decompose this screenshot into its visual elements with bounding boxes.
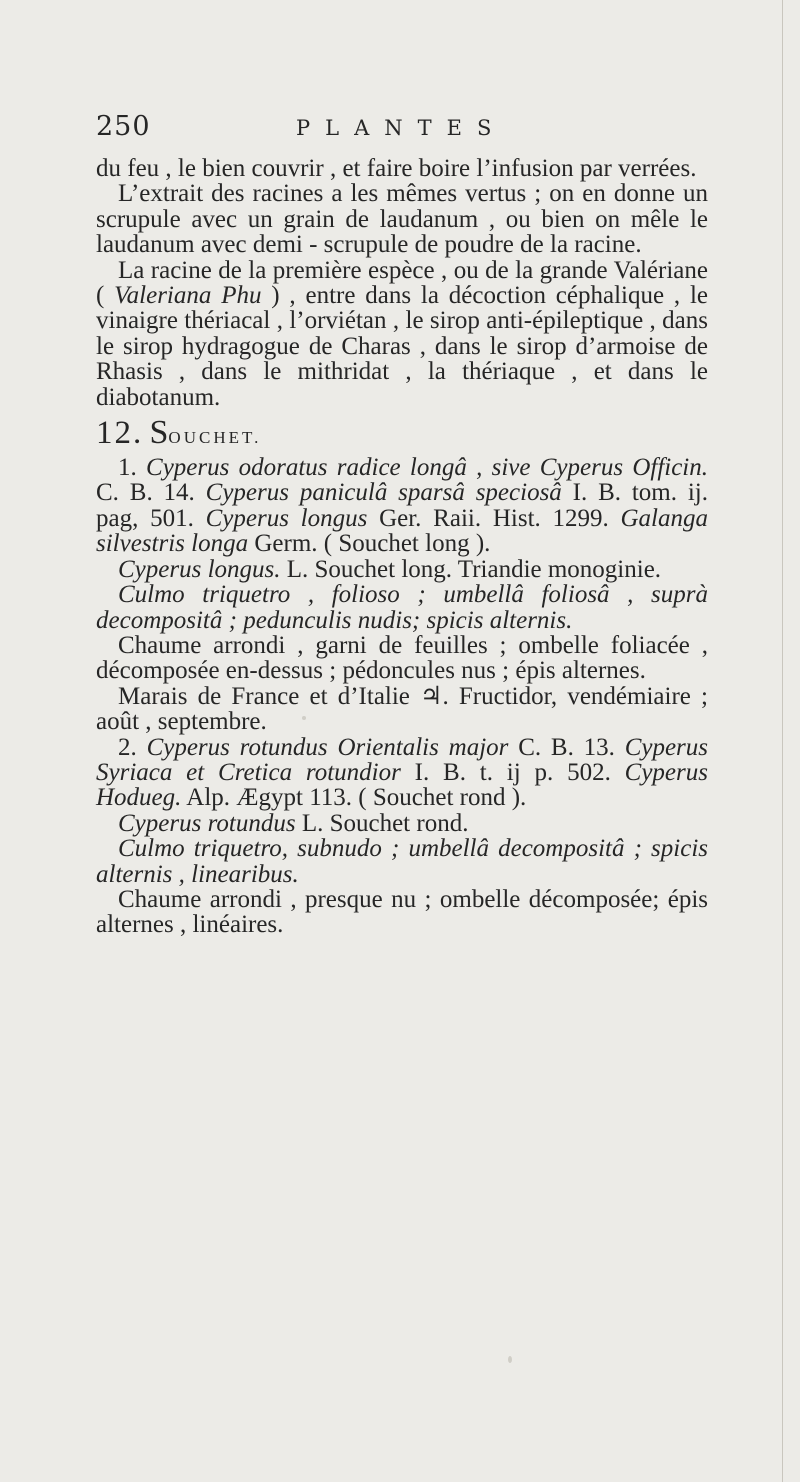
- paragraph-continuation: du feu , le bien couvrir , et faire boire l’infusion par verrées.: [96, 155, 697, 182]
- section-number: 12.: [96, 415, 144, 452]
- species-2-synonyms: [96, 735, 708, 811]
- latin-name: Cyperus longus.: [118, 555, 281, 583]
- section-initial: S: [149, 414, 169, 452]
- reference: Germ. ( Souchet long ).: [248, 530, 491, 558]
- species-2-linnaeus: [96, 811, 708, 836]
- latin-name: Cyperus rotundus Orientalis major: [146, 733, 509, 761]
- latin-name: Cyperus longus: [205, 504, 368, 532]
- page-body: [96, 156, 708, 938]
- latin-name: Valeriana Phu: [114, 282, 262, 310]
- reference: I. B. tom. ij. pag, 501.: [96, 479, 708, 532]
- species-number: 2.: [118, 733, 137, 761]
- running-title: PLANTES: [296, 116, 507, 140]
- reference: C. B. 13.: [508, 733, 625, 761]
- paper-speck: [508, 1356, 512, 1363]
- text-run: L. Souchet long. Triandie monoginie.: [280, 555, 662, 583]
- page-number: 250: [96, 111, 151, 142]
- reference: I. B. t. ij p. 502.: [400, 758, 625, 786]
- latin-name: Cyperus rotundus: [118, 809, 296, 837]
- section-heading: [96, 414, 708, 453]
- latin-name: Cyperus Syriaca et Cretica rotundior: [96, 733, 709, 786]
- section-title: OUCHET.: [168, 428, 262, 448]
- paragraph-extract: L’extrait des racines a les mêmes vertus ; on en donne un scrupule avec un grain de laudanum , ou bien on mêle le laudanum avec demi - scrupule de poudre de la racine.: [96, 180, 708, 259]
- latin-name: Galanga silvestris longa: [96, 504, 708, 558]
- species-2-diagnosis: Culmo triquetro, subnudo ; umbellâ decompositâ ; spicis alternis , linearibus.: [96, 835, 708, 888]
- reference: C. B. 14.: [96, 479, 206, 507]
- species-1-habitat: Marais de France et d’Italie ♃. Fructidor, vendémiaire ; août , septembre.: [96, 682, 708, 736]
- paragraph-root-uses: [96, 258, 708, 410]
- reference: Ger. Raii. Hist. 1299.: [367, 504, 621, 532]
- species-1-diagnosis: Culmo triquetro , folioso ; umbellâ foliosâ , suprà decompositâ ; pedunculis nudis; spicis alternis.: [96, 581, 708, 634]
- text-run: ) , entre dans la décoction céphalique , le vinaigre thériacal , l’orviétan , le sirop anti-épileptique , dans le sirop hydragogue de Charas , dans le sirop d’armoise de Rhasis , dans le mithridat , la thériaque , et dans le diabotanum.: [96, 282, 708, 411]
- species-number: 1.: [118, 454, 137, 482]
- species-2-description: Chaume arrondi , presque nu ; ombelle décomposée; épis alternes , linéaires.: [96, 885, 708, 939]
- latin-name: Cyperus paniculâ sparsâ speciosâ: [205, 479, 562, 507]
- latin-name: Cyperus odoratus radice longâ , sive Cyperus Officin.: [146, 454, 709, 482]
- page-edge-line: [782, 0, 783, 1482]
- text-run: La racine de la première espèce , ou de la grande Valériane (: [96, 256, 708, 310]
- text-run: L. Souchet rond.: [295, 809, 469, 837]
- latin-name: Cyperus Hodueg.: [96, 758, 708, 812]
- reference: Alp. Ægypt 113. ( Souchet rond ).: [181, 784, 527, 812]
- species-1-description: Chaume arrondi , garni de feuilles ; ombelle foliacée , décomposée en-dessus ; pédoncules nus ; épis alternes.: [96, 631, 708, 685]
- species-1-synonyms: [96, 455, 708, 557]
- species-1-linnaeus: [96, 557, 708, 582]
